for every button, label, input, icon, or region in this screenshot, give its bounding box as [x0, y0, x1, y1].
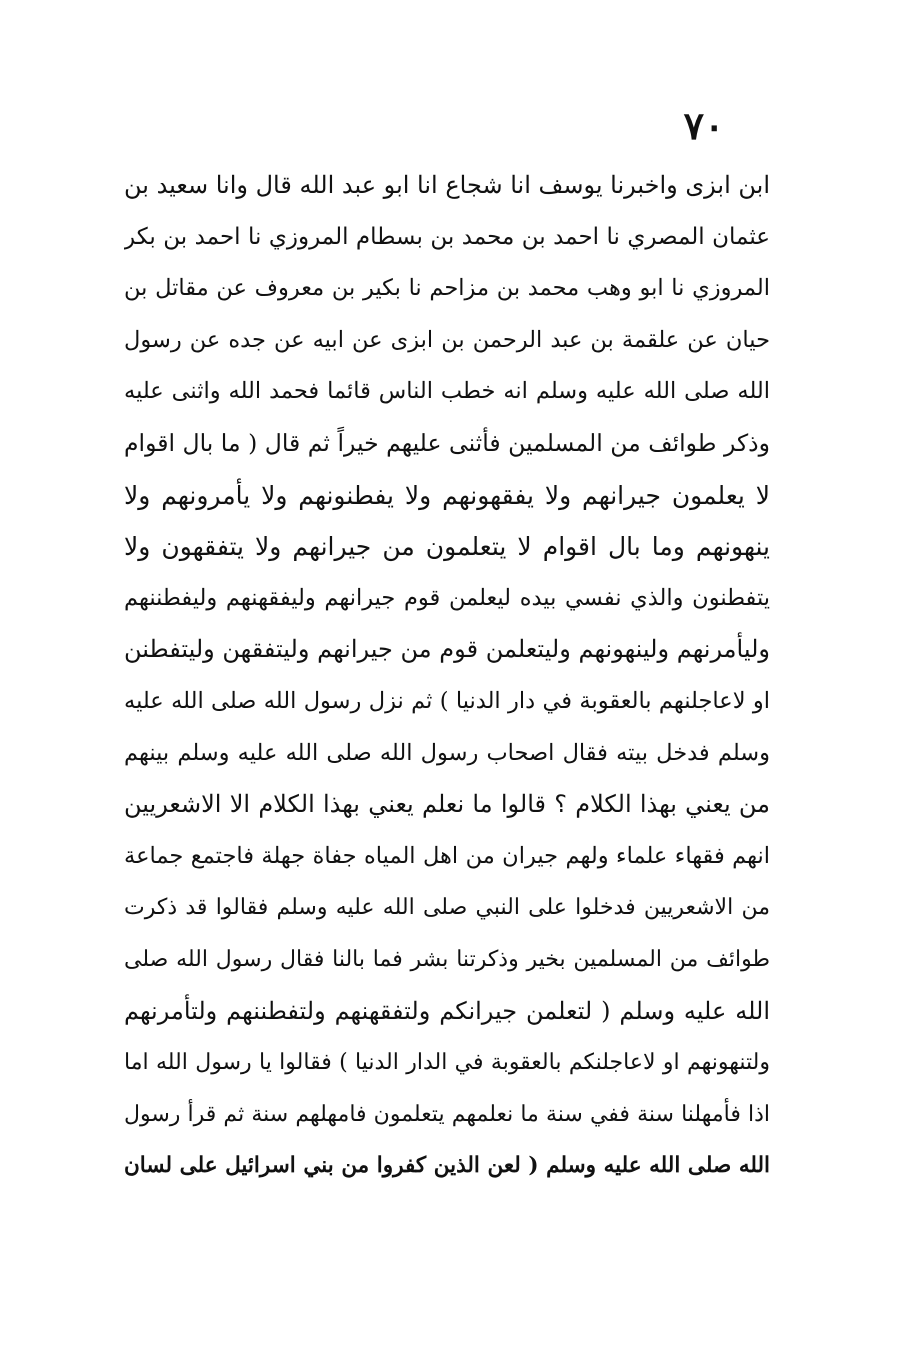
text-line: المروزي نا ابو وهب محمد بن مزاحم نا بكير بن معروف عن مقاتل بن — [124, 275, 770, 302]
text-line: الله صلى الله عليه وسلم ( لعن الذين كفروا من بني اسرائيل على لسان — [124, 1153, 770, 1179]
text-line: انهم فقهاء علماء ولهم جيران من اهل المياه جفاة جهلة فاجتمع جماعة — [124, 842, 770, 869]
text-line: الله عليه وسلم ( لتعلمن جيرانكم ولتفقهنهم ولتفطننهم ولتأمرنهم — [124, 996, 770, 1025]
text-line: اذا فأمهلنا سنة ففي سنة ما نعلمهم يتعلمون فامهلهم سنة ثم قرأ رسول — [124, 1101, 770, 1127]
page-number: ٧٠ — [683, 103, 725, 148]
text-line: لا يعلمون جيرانهم ولا يفقهونهم ولا يفطنونهم ولا يأمرونهم ولا — [124, 480, 770, 510]
text-line: يتفطنون والذي نفسي بيده ليعلمن قوم جيرانهم وليفقهنهم وليفطننهم — [124, 584, 770, 611]
body-text — [124, 160, 770, 1192]
text-line: ولتنهونهم او لاعاجلنكم بالعقوبة في الدار الدنيا ) فقالوا يا رسول الله اما — [124, 1050, 770, 1076]
text-line: طوائف من المسلمين بخير وذكرتنا بشر فما بالنا فقال رسول الله صلى — [124, 946, 770, 972]
text-line: عثمان المصري نا احمد بن محمد بن بسطام المروزي نا احمد بن بكر — [124, 223, 770, 250]
text-line: وذكر طوائف من المسلمين فأثنى عليهم خيراً ثم قال ( ما بال اقوام — [124, 428, 770, 457]
text-line: حيان عن علقمة بن عبد الرحمن بن ابزى عن ابيه عن جده عن رسول — [124, 326, 770, 353]
text-line: او لاعاجلنهم بالعقوبة في دار الدنيا ) ثم نزل رسول الله صلى الله عليه — [124, 687, 770, 714]
text-line: من الاشعريين فدخلوا على النبي صلى الله عليه وسلم فقالوا قد ذكرت — [124, 895, 770, 921]
text-line: ينهونهم وما بال اقوام لا يتعلمون من جيرانهم ولا يتفقهون ولا — [124, 532, 770, 562]
text-line: الله صلى الله عليه وسلم انه خطب الناس قائما فحمد الله واثنى عليه — [124, 378, 770, 405]
text-line: وليأمرنهم ولينهونهم وليتعلمن قوم من جيرانهم وليتفقهن وليتفطنن — [124, 635, 770, 664]
text-line: ابن ابزى واخبرنا يوسف انا شجاع انا ابو عبد الله قال وانا سعيد بن — [124, 171, 770, 199]
text-line: من يعني بهذا الكلام ؟ قالوا ما نعلم يعني بهذا الكلام الا الاشعريين — [124, 790, 770, 819]
text-line: وسلم فدخل بيته فقال اصحاب رسول الله صلى الله عليه وسلم بينهم — [124, 739, 770, 766]
